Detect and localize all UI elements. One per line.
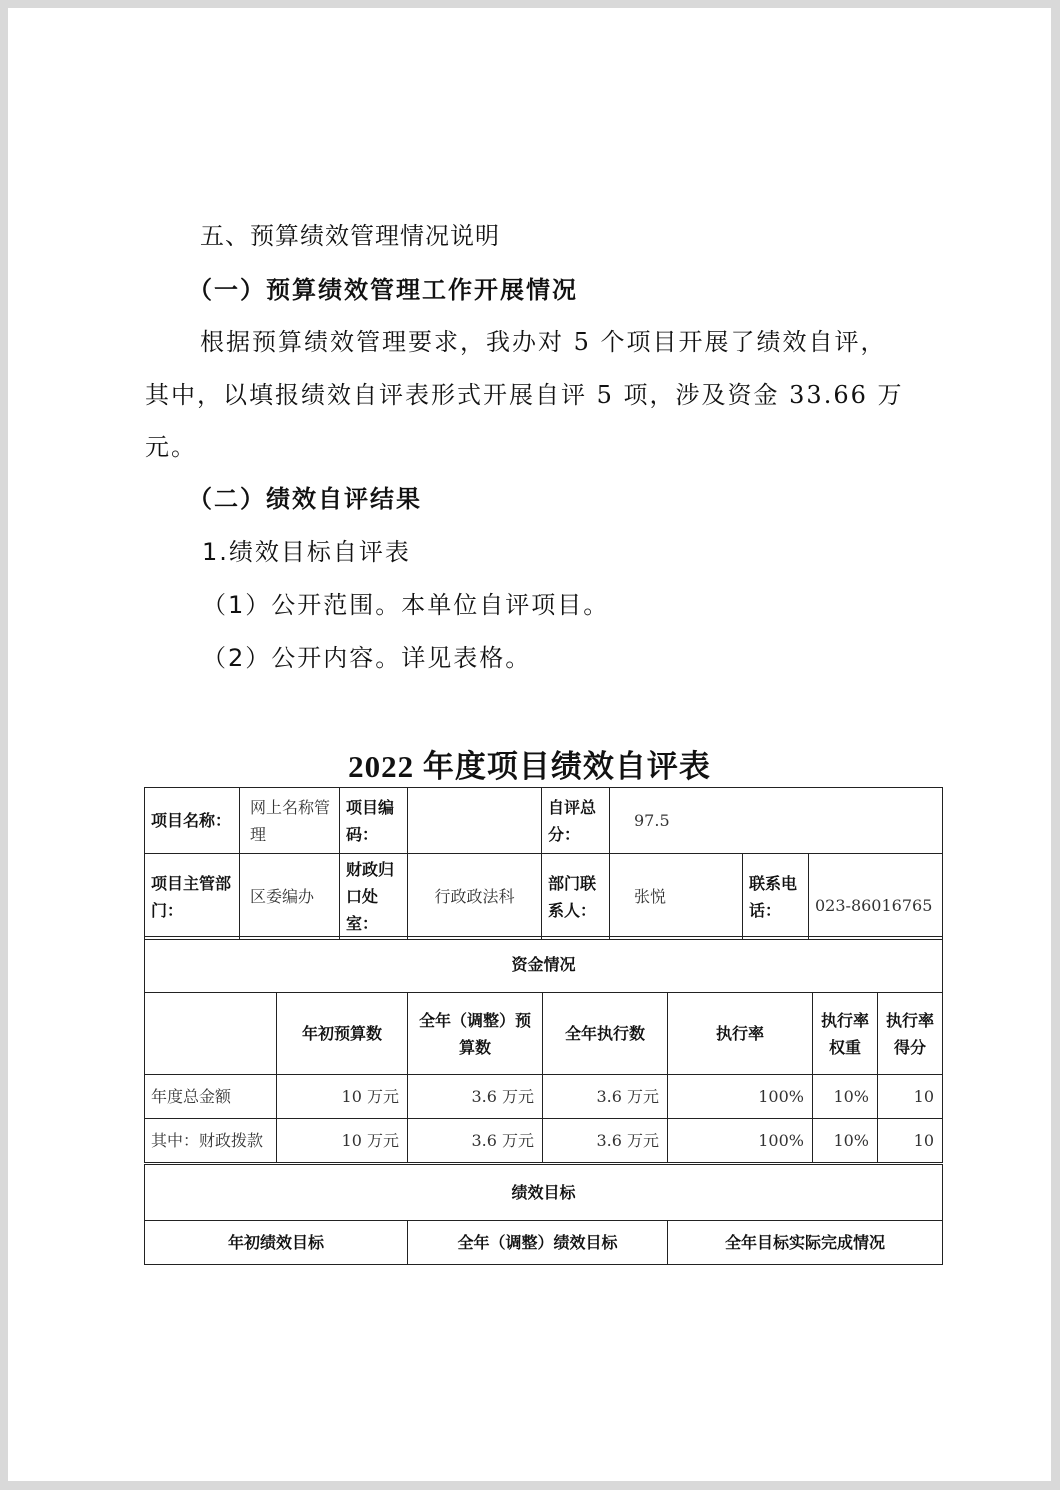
goal-initial-header: 年初绩效目标 xyxy=(145,1221,408,1265)
total-score-label: 自评总分： xyxy=(542,788,610,854)
row-weight: 10% xyxy=(813,1119,878,1163)
col-rate-weight: 执行率权重 xyxy=(813,993,878,1075)
row-score: 10 xyxy=(878,1119,943,1163)
row-initial: 10 万元 xyxy=(277,1119,408,1163)
project-info-table xyxy=(144,787,943,940)
col-initial-budget: 年初预算数 xyxy=(277,993,408,1075)
paragraph-line-3: 元。 xyxy=(145,433,197,461)
paragraph-line-1: 根据预算绩效管理要求，我办对 5 个项目开展了绩效自评， xyxy=(200,328,887,356)
project-name-label: 项目名称： xyxy=(145,788,240,854)
funds-table xyxy=(144,936,943,1163)
goals-table xyxy=(144,1164,943,1265)
row-initial: 10 万元 xyxy=(277,1075,408,1119)
contact-value: 张悦 xyxy=(610,854,743,940)
finance-office-label: 财政归口处室： xyxy=(340,854,408,940)
col-adjusted-budget: 全年（调整）预算数 xyxy=(408,993,543,1075)
col-rate-score: 执行率得分 xyxy=(878,993,943,1075)
list-item-1: 1.绩效目标自评表 xyxy=(202,538,411,566)
row-label: 年度总金额 xyxy=(145,1075,277,1119)
contact-label: 部门联系人： xyxy=(542,854,610,940)
row-weight: 10% xyxy=(813,1075,878,1119)
document-page xyxy=(8,8,1051,1481)
row-adjusted: 3.6 万元 xyxy=(408,1119,543,1163)
table-row xyxy=(145,1075,943,1119)
row-label: 其中：财政拨款 xyxy=(145,1119,277,1163)
form-title: 2022 年度项目绩效自评表 xyxy=(348,749,711,784)
col-executed: 全年执行数 xyxy=(543,993,668,1075)
list-item-1-2: （2）公开内容。详见表格。 xyxy=(202,644,532,672)
row-score: 10 xyxy=(878,1075,943,1119)
project-code-label: 项目编码： xyxy=(340,788,408,854)
table-row xyxy=(145,1119,943,1163)
row-executed: 3.6 万元 xyxy=(543,1119,668,1163)
goals-heading: 绩效目标 xyxy=(145,1165,943,1221)
funds-corner-cell xyxy=(145,993,277,1075)
phone-value: 023-86016765 xyxy=(809,854,943,940)
subsection-1-heading: （一）预算绩效管理工作开展情况 xyxy=(188,276,578,304)
section-heading: 五、预算绩效管理情况说明 xyxy=(200,222,500,250)
goal-adjusted-header: 全年（调整）绩效目标 xyxy=(408,1221,668,1265)
col-exec-rate: 执行率 xyxy=(668,993,813,1075)
row-adjusted: 3.6 万元 xyxy=(408,1075,543,1119)
row-rate: 100% xyxy=(668,1075,813,1119)
paragraph-line-2: 其中，以填报绩效自评表形式开展自评 5 项，涉及资金 33.66 万 xyxy=(145,381,904,409)
funds-heading: 资金情况 xyxy=(145,937,943,993)
finance-office-value: 行政政法科 xyxy=(408,854,542,940)
total-score-value: 97.5 xyxy=(610,788,943,854)
phone-label: 联系电话： xyxy=(743,854,809,940)
row-rate: 100% xyxy=(668,1119,813,1163)
subsection-2-heading: （二）绩效自评结果 xyxy=(188,485,422,513)
dept-label: 项目主管部门： xyxy=(145,854,240,940)
dept-value: 区委编办 xyxy=(240,854,340,940)
project-name-value: 网上名称管理 xyxy=(240,788,340,854)
row-executed: 3.6 万元 xyxy=(543,1075,668,1119)
list-item-1-1: （1）公开范围。本单位自评项目。 xyxy=(202,591,610,619)
project-code-value xyxy=(408,788,542,854)
goal-actual-header: 全年目标实际完成情况 xyxy=(668,1221,943,1265)
